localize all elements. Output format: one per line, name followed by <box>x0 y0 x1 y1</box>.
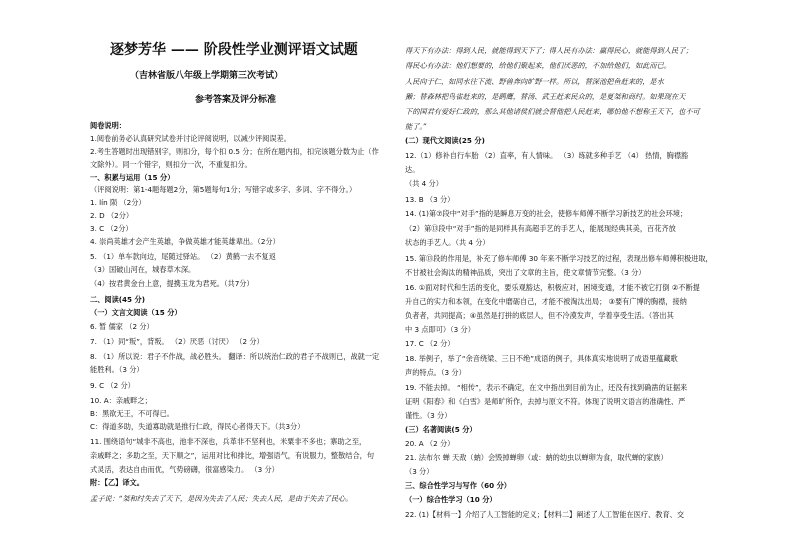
right-line: 下的国君有爱好仁政的，那么其他诸侯们就会替他把人民赶来，哪怕他不想称王天下，也不可 <box>405 107 700 116</box>
right-line: 声的特点。（3 分） <box>405 368 466 377</box>
left-line: 能胜利。（3 分） <box>90 365 144 374</box>
left-line: 2. D （2分） <box>90 211 134 220</box>
section-heading: 二、阅读(45 分) <box>90 295 146 304</box>
left-line: 1. lín 陨 （2分） <box>90 198 146 207</box>
left-line: 6. 暂 儒家 （2 分） <box>90 322 154 331</box>
left-line: B：黑欲无王，不可得已。 <box>90 409 174 418</box>
right-line: 能了。” <box>405 122 427 131</box>
left-line: （评阅说明：第1-4题每题2分，第5题每句1分；写错字或多字、多词、字不得分。） <box>90 185 357 194</box>
left-line: 8. （1）所以说：君子不作战，战必胜头。 翻译：所以统治仁政的君子不战则已，战就一定 <box>90 352 380 361</box>
right-line: 负者者，共同提高；④虽然是打拼的底层人，但不冷漠发声，学着享受生活。（答出其 <box>405 311 674 320</box>
right-line: 19. 不能去掉。 “相传”，表示不确定，在文中指出到目前为止，还没有找到确凿的证据来 <box>405 383 688 392</box>
left-line: 9. C （2 分） <box>90 381 135 390</box>
right-line: 15. 第⑬段的作用是，补充了修车师傅 30 年来不断学习技艺的过程，表现出修车师傅积极进取， <box>405 254 713 263</box>
right-line: 18. 举例子，举了“余音绕梁、三日不绝”成语的例子，具体真实地说明了成语里蕴藏歌 <box>405 354 678 363</box>
right-line: 证明《阳春》和《白雪》是师旷所作，去掉与原文不符。体现了说明文语言的准确性、严 <box>405 397 686 406</box>
right-line: 不甘被社会淘汰的精神品质，突出了文章的主旨，使文章情节完整。（3 分） <box>405 268 646 277</box>
right-line: 得天下有办法：得到人民，就能得到天下了；得人民有办法：赢得民心，就能得到人民了； <box>405 46 693 55</box>
right-line: 谨性。（3 分） <box>405 411 452 420</box>
left-line: 亲戚畔之；多助之至，天下顺之”，运用对比和排比，增强语气，有说服力，整散结合，句 <box>90 451 375 460</box>
section-heading: （一）综合性学习（10 分） <box>405 495 497 504</box>
section-heading: 一、积累与运用（15 分） <box>90 173 175 182</box>
right-line: 12.（1）修补自行车胎 （2）直率，有人情味。 （3）练就多种手艺 （4） 热情，胸襟豁 <box>405 151 689 160</box>
right-line: 13. B （3 分） <box>405 195 455 204</box>
right-line: 升自己的实力和本领，在变化中磨砺自己，才能不被淘汰出局； ③要有广博的胸襟，接纳 <box>405 297 687 306</box>
right-line: 人民向于仁，如同水往下流、野兽奔向旷野一样。所以，替深池把鱼赶来的，是水 <box>405 77 664 86</box>
section-heading: 三、综合性学习与写作（60 分） <box>405 481 511 490</box>
left-line: 5. （1）单车款向边，尾随过驿站。 （2）黄鹤一去不复返 <box>90 252 276 261</box>
right-line: 16. ①面对时代和生活的变化，要乐观豁达，积极应对，困境变通，才能不被它打倒 ②不断提 <box>405 283 700 292</box>
page-title: 逐梦芳华 —— 阶段性学业测评语文试题 <box>110 42 358 58</box>
left-line: （3）国破山河在，城春草木深。 <box>90 265 196 274</box>
left-line: 11. 围绕语句“城非不高也，池非不深也，兵革非不坚利也，米粟非不多也；寨助之至， <box>90 437 367 446</box>
left-line: 附：【乙】译文。 <box>90 478 144 487</box>
left-line: 孟子说：“桀和纣失去了天下，是因为失去了人民；失去人民，是由于失去了民心。 <box>90 494 353 503</box>
left-line: 10. A：亲戚畔之； <box>90 396 152 405</box>
left-line: 7. （1）同“叛”，背叛。 （2）厌恶（讨厌） （2 分） <box>90 337 264 346</box>
right-line: 22. (1)【材料一】介绍了人工智能的定义；【材料二】阐述了人工智能在医疗、教育、交 <box>405 510 685 519</box>
left-line: 文除外）。同一个错字，则扣分一次，不重复扣分。 <box>90 160 252 169</box>
left-line: 式灵活，表达自由而优，气势磅礴，很富感染力。 （3 分） <box>90 465 279 474</box>
right-line: （共 4 分） <box>405 179 443 188</box>
left-line: （4）按君黄金台上意，提携玉龙为君死。（共7分） <box>90 279 254 288</box>
right-line: 达。 <box>405 165 420 174</box>
section-heading: (三）名著阅读(5 分） <box>405 425 477 434</box>
right-line: 状态的手艺人。（共 4 分） <box>405 238 490 247</box>
answers-heading: 参考答案及评分标准 <box>195 95 277 105</box>
left-line: 3. C （2分） <box>90 224 133 233</box>
right-line: 獭；替森林把鸟雀赶来的，是鹞鹰，替汤、武王赶来民众的，是夏桀和商纣。如果现在天 <box>405 92 686 101</box>
right-line: 中 3 点即可）（3 分） <box>405 325 475 334</box>
section-heading: （一）文言文阅读（15 分） <box>90 308 182 317</box>
left-line: 2.考生答题时出现错别字，则扣分，每个扣 0.5 分；在所在题内扣，扣完该题分数为止（作 <box>90 147 379 156</box>
instructions-heading: 阅卷说明： <box>90 121 126 130</box>
right-line: 21. 法布尔 蝉 天敌（蚋）会毁掉蝉卵（或：蚋的幼虫以蝉卵为食，取代蝉的家族） <box>405 453 668 462</box>
right-line: 14. (1)第⑦段中“对手”指的是瞬息万变的社会，使修车师傅不断学习新技艺的社会环境； <box>405 209 688 218</box>
right-line: 17. C （2 分） <box>405 339 455 348</box>
left-line: C：得道多助，失道寡助就是推行仁政，得民心者得天下。（共3分） <box>90 422 305 431</box>
right-line: 得民心有办法：他们想要的，给他们聚起来，他们厌恶的，不加给他们，如此而已。 <box>405 61 671 70</box>
right-line: （2）第⑬段中“对手”指的是同样具有高超手艺的手艺人，能展现经典其美，百花齐放 <box>405 224 676 233</box>
right-line: （3 分） <box>405 467 434 476</box>
section-heading: (二）现代文阅读(25 分) <box>405 136 485 145</box>
page-subtitle: （吉林省版八年级上学期第三次考试） <box>130 71 284 81</box>
left-line: 1.阅卷前务必认真研究试卷并讨论评阅说明，以减少评阅误差。 <box>90 134 291 143</box>
right-line: 20. A （2 分） <box>405 439 455 448</box>
left-line: 4. 崇尚英雄才会产生英雄，争做英雄才能英雄辈出。（2分） <box>90 237 280 246</box>
